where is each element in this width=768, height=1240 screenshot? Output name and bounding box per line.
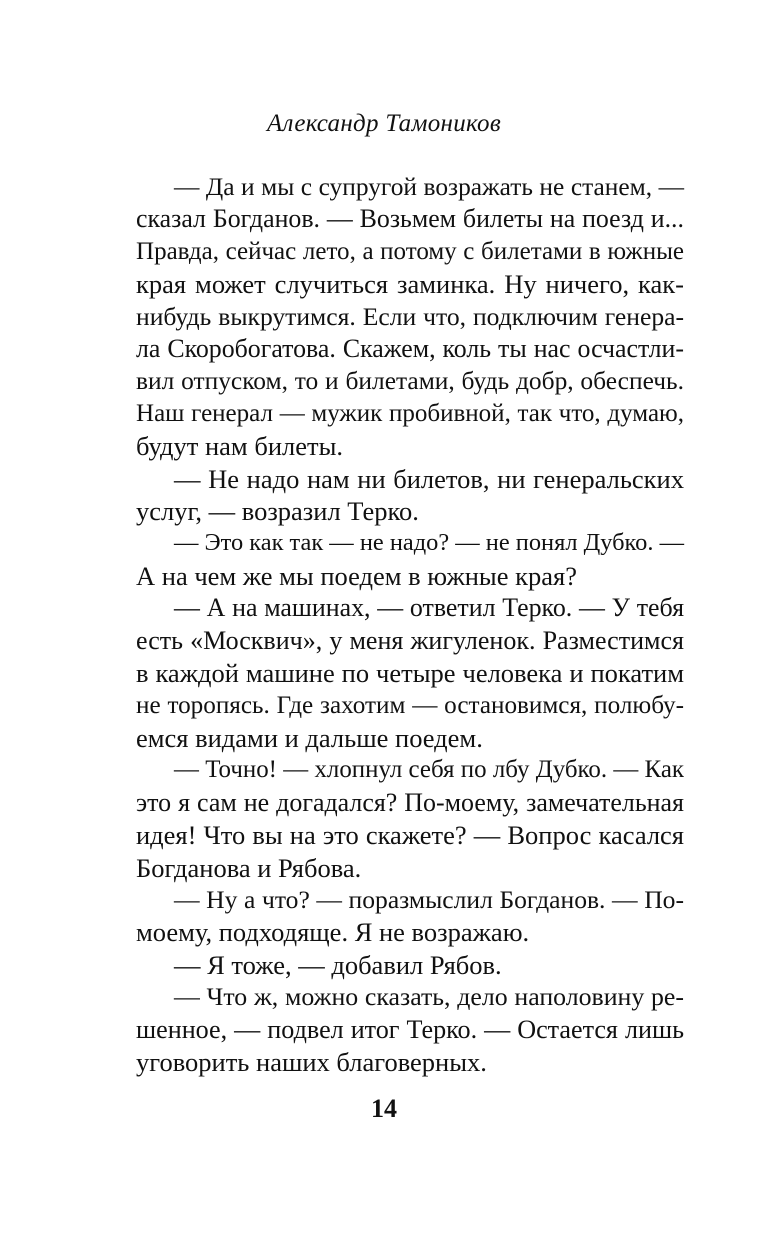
- text-line: — Да и мы с супругой возражать не станем, —: [174, 173, 684, 201]
- text-line: уговорить наших благоверных.: [136, 1046, 487, 1077]
- text-line: ла Скоробогатова. Скажем, коль ты нас осчастли-: [136, 334, 684, 364]
- text-line: есть «Москвич», у меня жигуленок. Разместимся: [136, 625, 684, 655]
- page-number: 14: [371, 1094, 397, 1123]
- text-line: идея! Что вы на это скажете? — Вопрос касался: [136, 820, 684, 851]
- text-line: А на чем же мы поедем в южные края?: [136, 560, 577, 591]
- text-line: — А на машинах, — ответил Терко. — У тебя: [174, 593, 684, 623]
- text-line: — Что ж, можно сказать, дело наполовину ре-: [174, 982, 684, 1012]
- text-line: Правда, сейчас лето, а потому с билетами в южные: [136, 237, 684, 265]
- text-line: Богданова и Рябова.: [136, 852, 362, 883]
- text-line: нибудь выкрутимся. Если что, подключим генера-: [136, 301, 684, 331]
- text-line: края может случиться заминка. Ну ничего, как-: [136, 269, 684, 300]
- text-line: — Я тоже, — добавил Рябов.: [174, 949, 502, 980]
- text-line: — Это как так — не надо? — не понял Дубко. —: [174, 529, 684, 557]
- text-line: шенное, — подвел итог Терко. — Остается лишь: [136, 1014, 684, 1044]
- text-line: сказал Богданов. — Возьмем билеты на поезд и...: [136, 204, 684, 234]
- page-body-text: [136, 171, 684, 1078]
- text-line: моему, подходяще. Я не возражаю.: [136, 917, 530, 948]
- text-line: не торопясь. Где захотим — остановимся, полюбу-: [136, 691, 684, 719]
- text-line: емся видами и дальше поедем.: [136, 722, 483, 753]
- text-line: — Ну а что? — поразмыслил Богданов. — По-: [174, 884, 684, 914]
- text-line: услуг, — возразил Терко.: [136, 496, 419, 527]
- text-line: это я сам не догадался? По-моему, замечательная: [136, 787, 684, 817]
- text-line: — Точно! — хлопнул себя по лбу Дубко. — Как: [174, 756, 684, 784]
- text-line: Наш генерал — мужик пробивной, так что, думаю,: [136, 399, 684, 427]
- running-header-author: Александр Тамоников: [266, 110, 502, 137]
- text-line: будут нам билеты.: [136, 431, 343, 462]
- text-line: в каждой машине по четыре человека и покатим: [136, 658, 684, 689]
- text-line: — Не надо нам ни билетов, ни генеральских: [174, 463, 684, 494]
- text-line: вил отпуском, то и билетами, будь добр, обеспечь.: [136, 366, 684, 396]
